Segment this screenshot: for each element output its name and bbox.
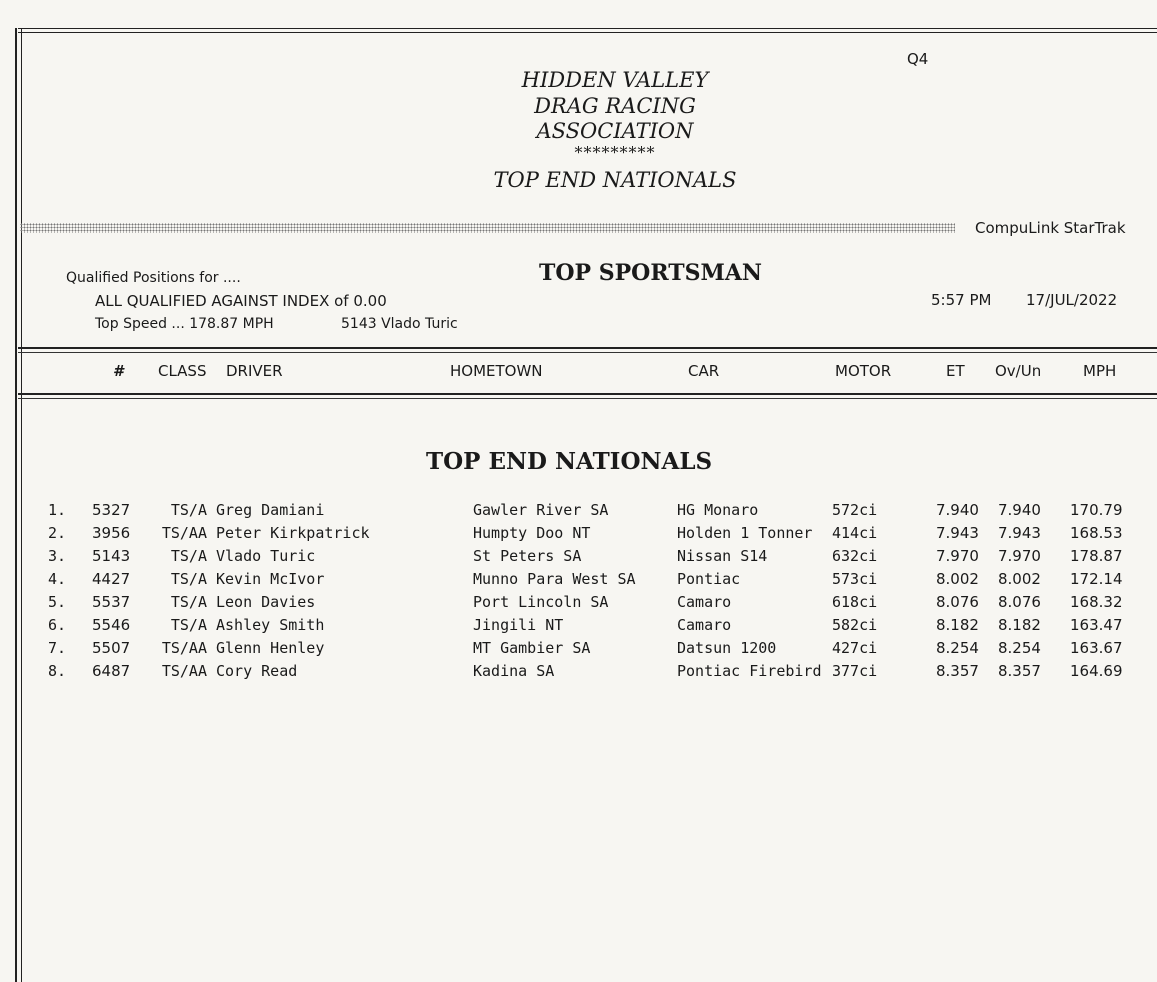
cell-motor: 414ci <box>832 524 878 542</box>
cell-et: 8.357 <box>936 662 979 680</box>
cell-ovun: 8.002 <box>998 570 1041 588</box>
cell-driver: Vlado Turic <box>216 547 316 565</box>
cell-pos: 3. <box>48 547 67 565</box>
cell-ovun: 8.076 <box>998 593 1041 611</box>
cell-pos: 8. <box>48 662 67 680</box>
cell-mph: 164.69 <box>1070 662 1123 680</box>
cell-motor: 427ci <box>832 639 878 657</box>
cell-mph: 168.32 <box>1070 593 1123 611</box>
cell-driver: Ashley Smith <box>216 616 325 634</box>
cell-et: 8.002 <box>936 570 979 588</box>
col-et: ET <box>946 362 965 380</box>
cell-pos: 2. <box>48 524 67 542</box>
cell-car: Camaro <box>677 593 732 611</box>
cell-motor: 618ci <box>832 593 878 611</box>
cell-num: 5546 <box>92 616 131 634</box>
header-top-rule <box>18 347 1157 349</box>
cell-ovun: 8.182 <box>998 616 1041 634</box>
cell-num: 5507 <box>92 639 131 657</box>
org-stars: ********* <box>574 143 656 162</box>
cell-car: Camaro <box>677 616 732 634</box>
page-code: Q4 <box>907 50 929 68</box>
cell-cls: TS/A <box>170 593 207 611</box>
cell-driver: Leon Davies <box>216 593 316 611</box>
cell-ovun: 8.357 <box>998 662 1041 680</box>
cell-driver: Kevin McIvor <box>216 570 325 588</box>
org-line-5: TOP END NATIONALS <box>493 168 737 192</box>
cell-ovun: 7.940 <box>998 501 1041 519</box>
col-motor: MOTOR <box>835 362 892 380</box>
cell-ovun: 7.970 <box>998 547 1041 565</box>
left-border-inner <box>21 28 22 982</box>
cell-car: Pontiac Firebird <box>677 662 822 680</box>
cell-num: 6487 <box>92 662 131 680</box>
cell-driver: Greg Damiani <box>216 501 325 519</box>
cell-et: 7.940 <box>936 501 979 519</box>
org-line-3: ASSOCIATION <box>536 119 694 143</box>
cell-car: HG Monaro <box>677 501 759 519</box>
cell-motor: 582ci <box>832 616 878 634</box>
org-line-1: HIDDEN VALLEY <box>521 68 709 92</box>
cell-hometown: Gawler River SA <box>473 501 609 519</box>
cell-motor: 572ci <box>832 501 878 519</box>
cell-num: 5537 <box>92 593 131 611</box>
cell-cls: TS/A <box>170 501 207 519</box>
report-date: 17/JUL/2022 <box>1026 291 1118 309</box>
cell-cls: TS/AA <box>161 524 207 542</box>
cell-hometown: Kadina SA <box>473 662 555 680</box>
cell-ovun: 7.943 <box>998 524 1041 542</box>
cell-mph: 163.67 <box>1070 639 1123 657</box>
cell-num: 5327 <box>92 501 131 519</box>
cell-hometown: Humpty Doo NT <box>473 524 591 542</box>
cell-car: Nissan S14 <box>677 547 768 565</box>
cell-num: 3956 <box>92 524 131 542</box>
cell-car: Datsun 1200 <box>677 639 777 657</box>
event-title: TOP END NATIONALS <box>426 448 713 475</box>
cell-hometown: MT Gambier SA <box>473 639 591 657</box>
cell-cls: TS/AA <box>161 639 207 657</box>
cell-hometown: St Peters SA <box>473 547 582 565</box>
cell-pos: 4. <box>48 570 67 588</box>
cell-et: 7.970 <box>936 547 979 565</box>
cell-hometown: Port Lincoln SA <box>473 593 609 611</box>
cell-hometown: Jingili NT <box>473 616 564 634</box>
top-speed-line: Top Speed ... 178.87 MPH <box>95 316 274 332</box>
header-top-rule-inner <box>18 352 1157 353</box>
header-bottom-rule-inner <box>18 398 1157 399</box>
cell-driver: Peter Kirkpatrick <box>216 524 370 542</box>
col-driver: DRIVER <box>226 362 283 380</box>
left-border <box>15 28 17 982</box>
dotted-separator <box>20 223 955 233</box>
cell-mph: 178.87 <box>1070 547 1123 565</box>
col-mph: MPH <box>1083 362 1117 380</box>
cell-pos: 5. <box>48 593 67 611</box>
cell-mph: 163.47 <box>1070 616 1123 634</box>
cell-pos: 1. <box>48 501 67 519</box>
cell-motor: 573ci <box>832 570 878 588</box>
cell-mph: 172.14 <box>1070 570 1123 588</box>
cell-mph: 168.53 <box>1070 524 1123 542</box>
col-car: CAR <box>688 362 720 380</box>
cell-car: Pontiac <box>677 570 741 588</box>
cell-motor: 632ci <box>832 547 878 565</box>
cell-driver: Cory Read <box>216 662 298 680</box>
cell-ovun: 8.254 <box>998 639 1041 657</box>
qualified-label: Qualified Positions for .... <box>66 270 241 286</box>
cell-cls: TS/A <box>170 616 207 634</box>
cell-hometown: Munno Para West SA <box>473 570 636 588</box>
cell-et: 8.076 <box>936 593 979 611</box>
cell-mph: 170.79 <box>1070 501 1123 519</box>
cell-cls: TS/A <box>170 547 207 565</box>
col-hometown: HOMETOWN <box>450 362 543 380</box>
org-line-2: DRAG RACING <box>534 94 696 118</box>
cell-cls: TS/AA <box>161 662 207 680</box>
top-border-inner <box>18 32 1157 33</box>
cell-pos: 7. <box>48 639 67 657</box>
cell-motor: 377ci <box>832 662 878 680</box>
index-line: ALL QUALIFIED AGAINST INDEX of 0.00 <box>95 292 387 310</box>
col-ovun: Ov/Un <box>995 362 1042 380</box>
cell-car: Holden 1 Tonner <box>677 524 813 542</box>
cell-num: 5143 <box>92 547 131 565</box>
cell-driver: Glenn Henley <box>216 639 325 657</box>
top-speed-driver: 5143 Vlado Turic <box>341 316 458 332</box>
col-pos: # <box>113 362 124 380</box>
cell-num: 4427 <box>92 570 131 588</box>
cell-et: 7.943 <box>936 524 979 542</box>
col-class: CLASS <box>158 362 207 380</box>
cell-et: 8.254 <box>936 639 979 657</box>
report-time: 5:57 PM <box>931 291 992 309</box>
cell-cls: TS/A <box>170 570 207 588</box>
class-title: TOP SPORTSMAN <box>539 260 763 286</box>
cell-et: 8.182 <box>936 616 979 634</box>
system-label: CompuLink StarTrak <box>975 219 1126 237</box>
top-border <box>18 28 1157 29</box>
cell-pos: 6. <box>48 616 67 634</box>
header-bottom-rule <box>18 393 1157 395</box>
